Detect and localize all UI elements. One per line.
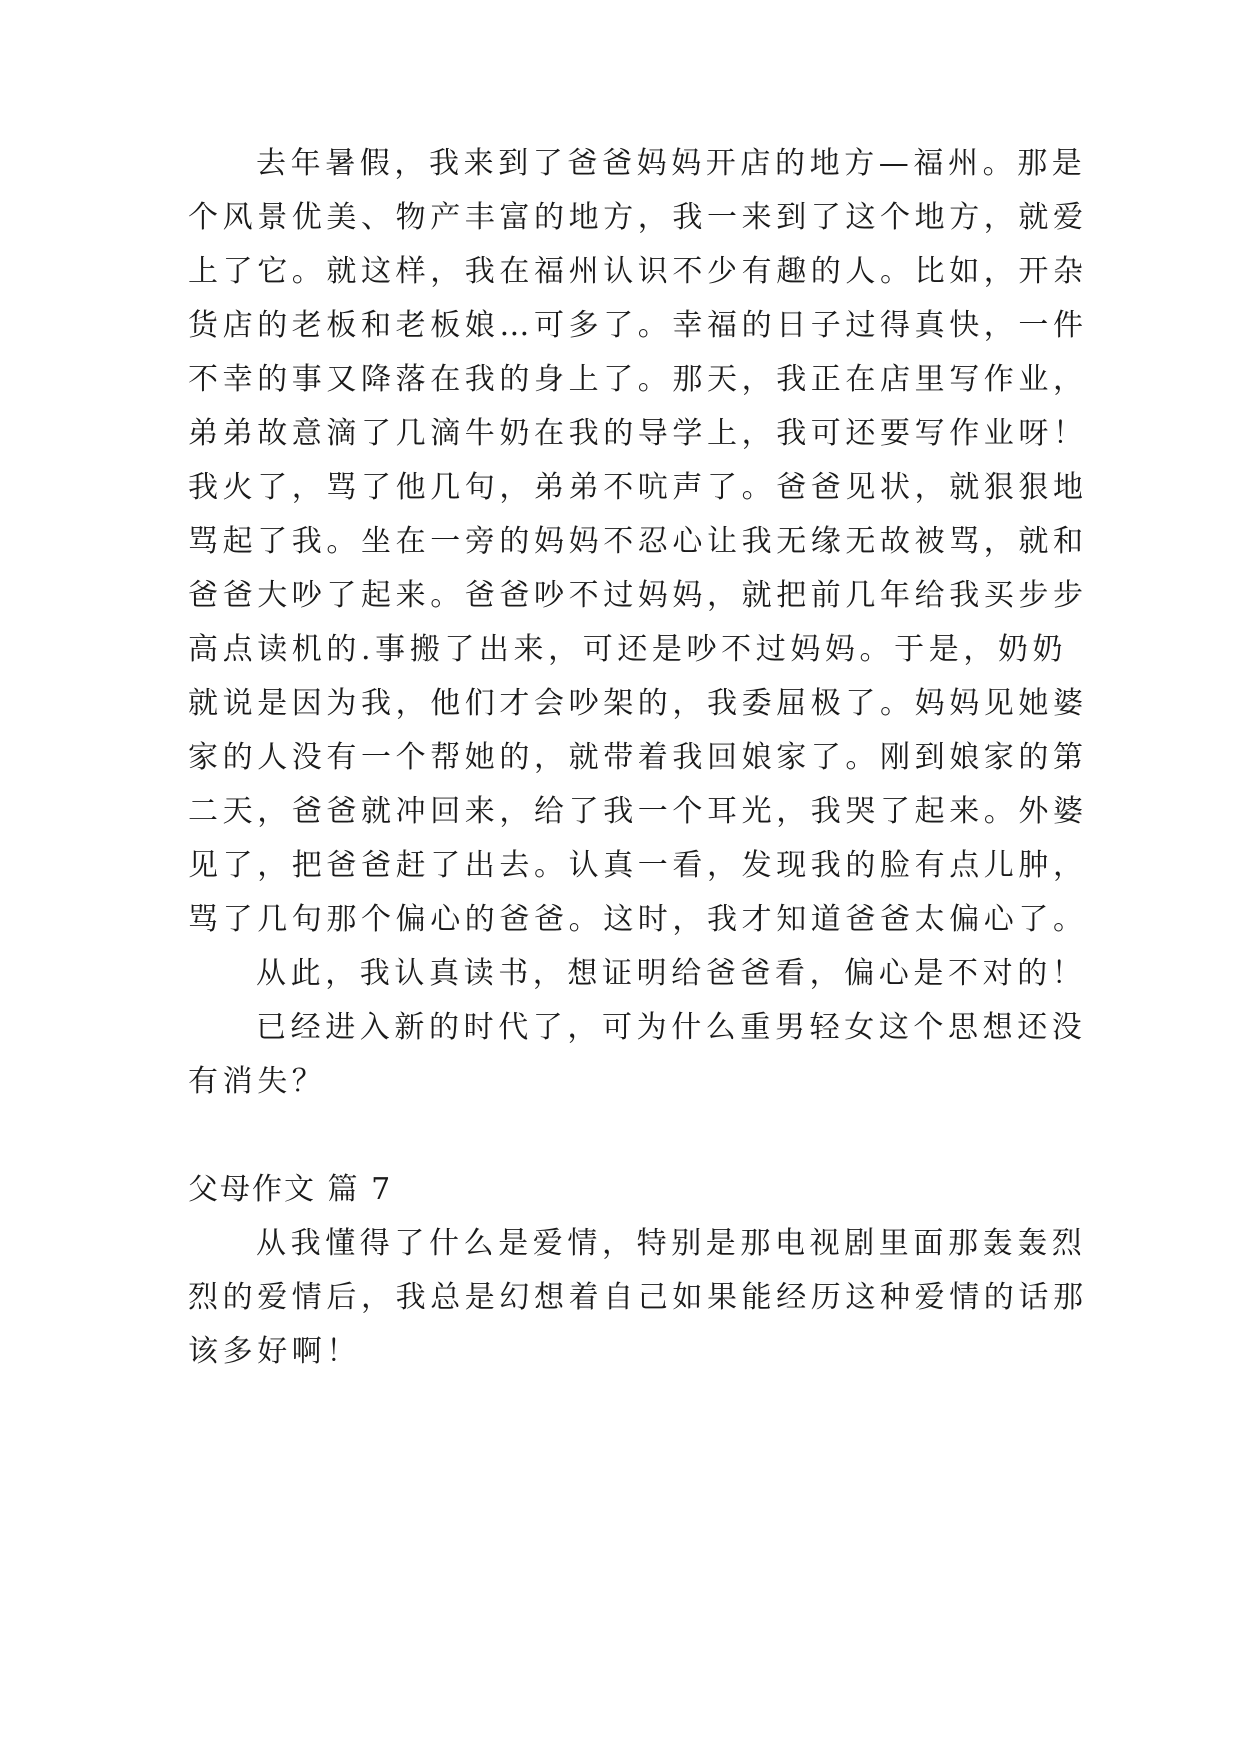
- paragraph-3-line-2: 有消失？: [188, 1064, 327, 1099]
- paragraph-3-line-1: 已经进入新的时代了，可为什么重男轻女这个思想还没: [256, 1010, 1087, 1045]
- paragraph-1-line-10: 高点读机的.事搬了出来，可还是吵不过妈妈。于是，奶奶: [188, 632, 1068, 667]
- paragraph-1-line-7: 我火了，骂了他几句，弟弟不吭声了。爸爸见状，就狠狠地: [188, 470, 1088, 505]
- paragraph-2: 从此，我认真读书，想证明给爸爸看，偏心是不对的！: [256, 956, 1087, 991]
- paragraph-1-line-8: 骂起了我。坐在一旁的妈妈不忍心让我无缘无故被骂，就和: [188, 524, 1088, 559]
- section-heading: 父母作文 篇 7: [188, 1172, 393, 1207]
- paragraph-4-line-1: 从我懂得了什么是爱情，特别是那电视剧里面那轰轰烈: [256, 1226, 1087, 1261]
- paragraph-1-line-1: 去年暑假，我来到了爸爸妈妈开店的地方—福州。那是: [256, 146, 1087, 181]
- paragraph-1-line-15: 骂了几句那个偏心的爸爸。这时，我才知道爸爸太偏心了。: [188, 902, 1088, 937]
- paragraph-4-line-2: 烈的爱情后，我总是幻想着自己如果能经历这种爱情的话那: [188, 1280, 1088, 1315]
- paragraph-1-line-14: 见了，把爸爸赶了出去。认真一看，发现我的脸有点儿肿，: [188, 848, 1088, 883]
- paragraph-1-line-13: 二天，爸爸就冲回来，给了我一个耳光，我哭了起来。外婆: [188, 794, 1088, 829]
- paragraph-1-line-5: 不幸的事又降落在我的身上了。那天，我正在店里写作业，: [188, 362, 1088, 397]
- paragraph-1-line-6: 弟弟故意滴了几滴牛奶在我的导学上，我可还要写作业呀！: [188, 416, 1088, 451]
- paragraph-1-line-9: 爸爸大吵了起来。爸爸吵不过妈妈，就把前几年给我买步步: [188, 578, 1088, 613]
- paragraph-1-line-3: 上了它。就这样，我在福州认识不少有趣的人。比如，开杂: [188, 254, 1088, 289]
- paragraph-1-line-4: 货店的老板和老板娘…可多了。幸福的日子过得真快，一件: [188, 308, 1088, 343]
- paragraph-1-line-11: 就说是因为我，他们才会吵架的，我委屈极了。妈妈见她婆: [188, 686, 1088, 721]
- paragraph-4-line-3: 该多好啊！: [188, 1334, 361, 1369]
- paragraph-1-line-2: 个风景优美、物产丰富的地方，我一来到了这个地方，就爱: [188, 200, 1088, 235]
- paragraph-1-line-12: 家的人没有一个帮她的，就带着我回娘家了。刚到娘家的第: [188, 740, 1088, 775]
